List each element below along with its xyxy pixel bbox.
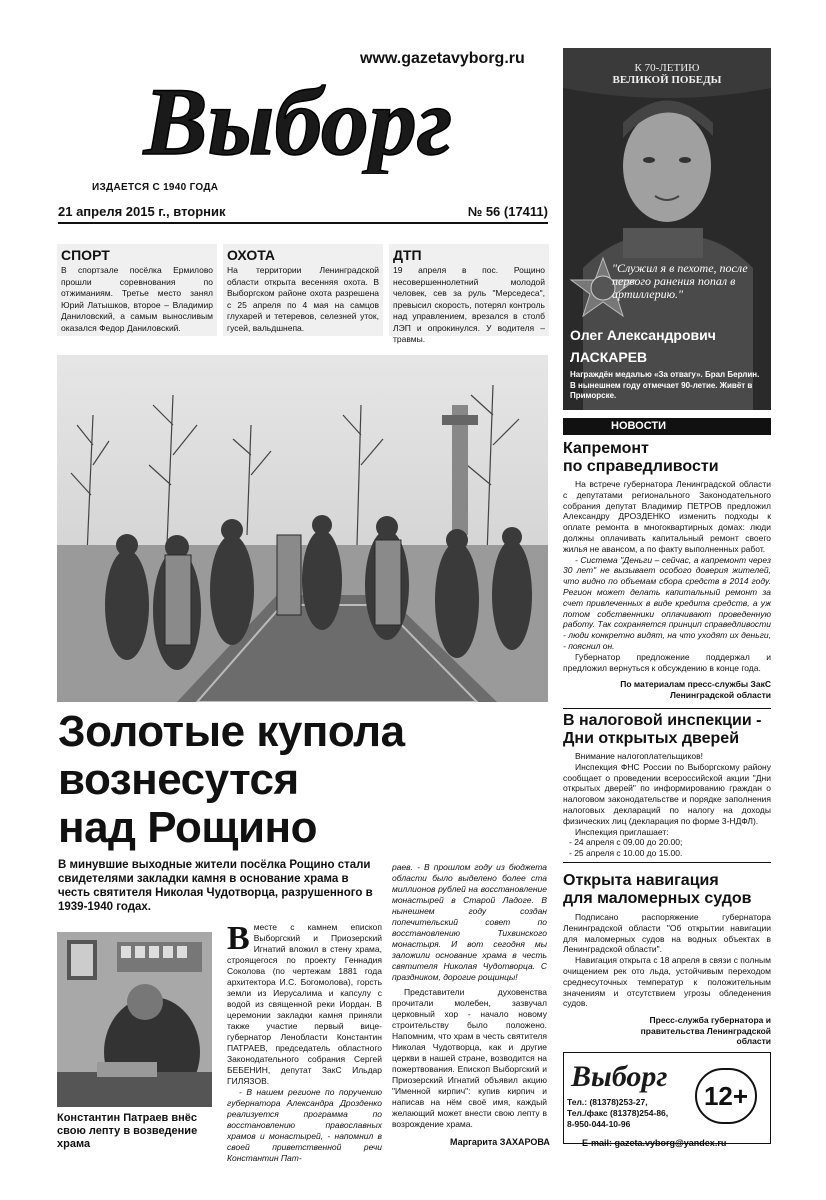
news-item-repair	[563, 440, 771, 700]
brief-text: На территории Ленинградской области открыта весенняя охота. В Выборгском районе охота разрешена с 25 апреля по 4 мая на самцов глухарей и тетеревов, селезней уток, гусей, вальдшнепа.	[227, 265, 379, 333]
brief-title: ДТП	[393, 247, 422, 263]
anniversary-banner	[573, 62, 761, 86]
headline-line: Золотые купола	[58, 707, 405, 756]
news-paragraph: Губернатор предложение поддержал и предложил вернуться к обсуждению в конце года.	[563, 651, 771, 673]
brief-title: СПОРТ	[61, 247, 110, 263]
fax[interactable]: Тел./факс (81378)254-86,	[567, 1108, 669, 1118]
news-title: для маломерных судов	[563, 890, 752, 907]
article-column-1	[227, 922, 382, 1164]
news-title: по справедливости	[563, 458, 719, 475]
veteran-last-name: ЛАСКАРЕВ	[570, 349, 648, 365]
site-url[interactable]: www.gazetavyborg.ru	[360, 50, 525, 67]
news-paragraph: Инспекция ФНС России по Выборгскому району сообщает о проведении всероссийской акции "Дни открытых дверей" по информированию граждан о налоговом законодательстве и порядке заполнения налоговых деклараций по налогу на доходы физических лиц (декларация по форме 3-НДФЛ).	[563, 761, 771, 826]
news-title: В налоговой инспекции -	[563, 712, 762, 729]
brief-sport	[57, 244, 217, 336]
news-paragraph: - Система "Деньги – сейчас, а капремонт через 30 лет" не вызывает особого доверия жителей, что видно по объемам сбора средств в 2014 году. Регион может делать капитальный ремонт за счет привлеченных в виде кредита средств, а уж потом собственники оплачивают проведенную работу. Так сохраняется принцип справедливости - люди конкретно видят, на что уходят их деньги, - пояснил он.	[563, 554, 771, 651]
news-title: Дни открытых дверей	[563, 730, 740, 747]
issue-date: 21 апреля 2015 г., вторник	[58, 204, 226, 219]
brief-title: ОХОТА	[227, 247, 276, 263]
phone[interactable]: Тел.: (81378)253-27,	[567, 1097, 648, 1107]
news-item-tax	[563, 712, 771, 859]
brief-hunting	[223, 244, 383, 336]
masthead-logo	[88, 66, 508, 174]
news-title: Капремонт	[563, 440, 649, 457]
banner-line: ВЕЛИКОЙ ПОБЕДЫ	[612, 74, 722, 86]
article-paragraph: Представители духовенства прочитали молебен, зазвучал церковный хор - начало новому строительству было положено. Напомним, что храм в честь святителя Николая Чудотворца, как и другие церкви в нашей стране, возводится на пожертвования. Епископ Выборгский и Приозерский Игнатий объявил акцию "Именной кирпич": купив кирпич и написав на нём своё имя, каждый желающий может внести свою лепту в возрождение храма.	[392, 987, 547, 1129]
news-paragraph: Внимание налогоплательщиков!	[575, 751, 703, 761]
age-rating-badge: 12+	[695, 1068, 757, 1124]
headline-line: над Рощино	[58, 803, 317, 852]
news-section-label: НОВОСТИ	[563, 418, 771, 435]
established-note: ИЗДАЕТСЯ С 1940 ГОДА	[92, 182, 219, 193]
news-item-navigation	[563, 872, 771, 1047]
banner-line: К 70-ЛЕТИЮ	[634, 62, 700, 74]
article-author: Маргарита ЗАХАРОВА	[450, 1137, 550, 1147]
email-link[interactable]: E-mail: gazeta.vyborg@yandex.ru	[582, 1138, 727, 1148]
article-paragraph: раев. - В прошлом году из бюджета области было выделено более ста миллионов рублей на восстановление монастырей в Старой Ладоге. В нынешнем году создан попечительский совет по восстановлению Тихвинского монастыря. И вот сегодня мы заложили основание храма в честь святителя Николая Чудотворца. С праздником, дорогие рощинцы!	[392, 862, 547, 982]
headline-line: вознесутся	[58, 755, 299, 804]
footer-logo-text: Выборг	[571, 1060, 668, 1093]
masthead-title: Выборг	[143, 68, 453, 174]
mobile-phone[interactable]: 8-950-044-10-96	[567, 1119, 631, 1129]
main-photo	[57, 355, 548, 702]
news-paragraph: На встрече губернатора Ленинградской области с депутатами регионального Законодательного собрания депутат Владимир ПЕТРОВ предложил Александру ДРОЗДЕНКО изменить подходы к оплате ремонта в многоквартирных домах: люди должны оплачивать капитальный ремонт своего жилья не авансом, а по факту выполненных работ.	[563, 479, 771, 554]
news-title: Открыта навигация	[563, 872, 719, 889]
veteran-quote: "Служил я в пехоте, после первого ранения попал в артиллерию."	[612, 261, 748, 301]
article-lead: В минувшие выходные жители посёлка Рощино стали свидетелями закладки камня в основание храма в честь святителя Николая Чудотворца, разрушенного в 1939-1940 годах.	[58, 859, 373, 913]
article-paragraph: месте с камнем епископ Выборгский и Приозерский Игнатий вложил в стену храма, строящегося по проекту Геннадия Соколова (по чертежам 1881 года архитектора И.С. Богомолова), горсть земли из Иерусалима и капсулу с водой из священной реки Иордан. В церемонии закладки камня приняли также участие первый вице-губернатор Ленобласти Константин ПАТРАЕВ, председатель областного Законодательного собрания Сергей БЕБЕНИН, депутат ЗакС Ильдар ГИЛЯЗОВ.	[227, 922, 382, 1086]
news-divider	[563, 862, 771, 863]
news-source: По материалам пресс-службы ЗакС Ленинградской области	[620, 679, 771, 700]
dateline	[58, 204, 548, 224]
footer-logo	[567, 1056, 687, 1094]
veteran-bio: Награждён медалью «За отвагу». Брал Берлин. В нынешнем году отмечает 90-летие. Живёт в Приморске.	[570, 370, 760, 400]
news-paragraph: - 25 апреля с 10.00 до 15.00.	[569, 848, 683, 859]
news-source: Пресс-служба губернатора и правительства Ленинградской области	[640, 1015, 771, 1047]
photo-caption: Константин Патраев внёс свою лепту в возведение храма	[57, 1112, 198, 1150]
brief-text: 19 апреля в пос. Рощино несовершеннолетний молодой человек, сев за руль "Мерседеса", превысил скорость, потерял контроль над управлением, врезался в столб ЛЭП и опрокинулся. У водителя – травмы.	[393, 265, 545, 344]
article-paragraph: - В нашем регионе по поручению губернатора Александра Дрозденко реализуется программа по восстановлению православных храмов и монастырей, - напомнил в своей приветственной речи Константин Пат-	[227, 1087, 382, 1163]
contacts-phones	[567, 1097, 697, 1130]
patraev-photo	[57, 932, 212, 1107]
veteran-first-name: Олег Александрович	[570, 327, 716, 343]
drop-cap: В	[227, 920, 250, 957]
article-column-2	[392, 862, 547, 1130]
news-divider	[563, 708, 771, 709]
news-paragraph: Инспекция приглашает:	[575, 826, 669, 837]
brief-accident	[389, 244, 549, 344]
main-headline	[58, 708, 558, 852]
brief-text: В спортзале посёлка Ермилово прошли соревнования по отжиманиям. Третье место занял Юрий Латышков, второе – Владимир Даниловский, а самым выносливым оказался Федор Даниловский.	[61, 265, 213, 333]
news-paragraph: Навигация открыта с 18 апреля в связи с полным очищением рек ото льда, устойчивым переходом среднесуточных температур к положительным значениям и отсутствием угрозы обледенения судов.	[563, 955, 771, 1009]
news-paragraph: Подписано распоряжение губернатора Ленинградской области "Об открытии навигации для маломерных судов на водных объектах в Ленинградской области".	[563, 912, 771, 955]
issue-number: № 56 (17411)	[467, 204, 548, 219]
news-paragraph: - 24 апреля с 09.00 до 20.00;	[569, 837, 683, 848]
